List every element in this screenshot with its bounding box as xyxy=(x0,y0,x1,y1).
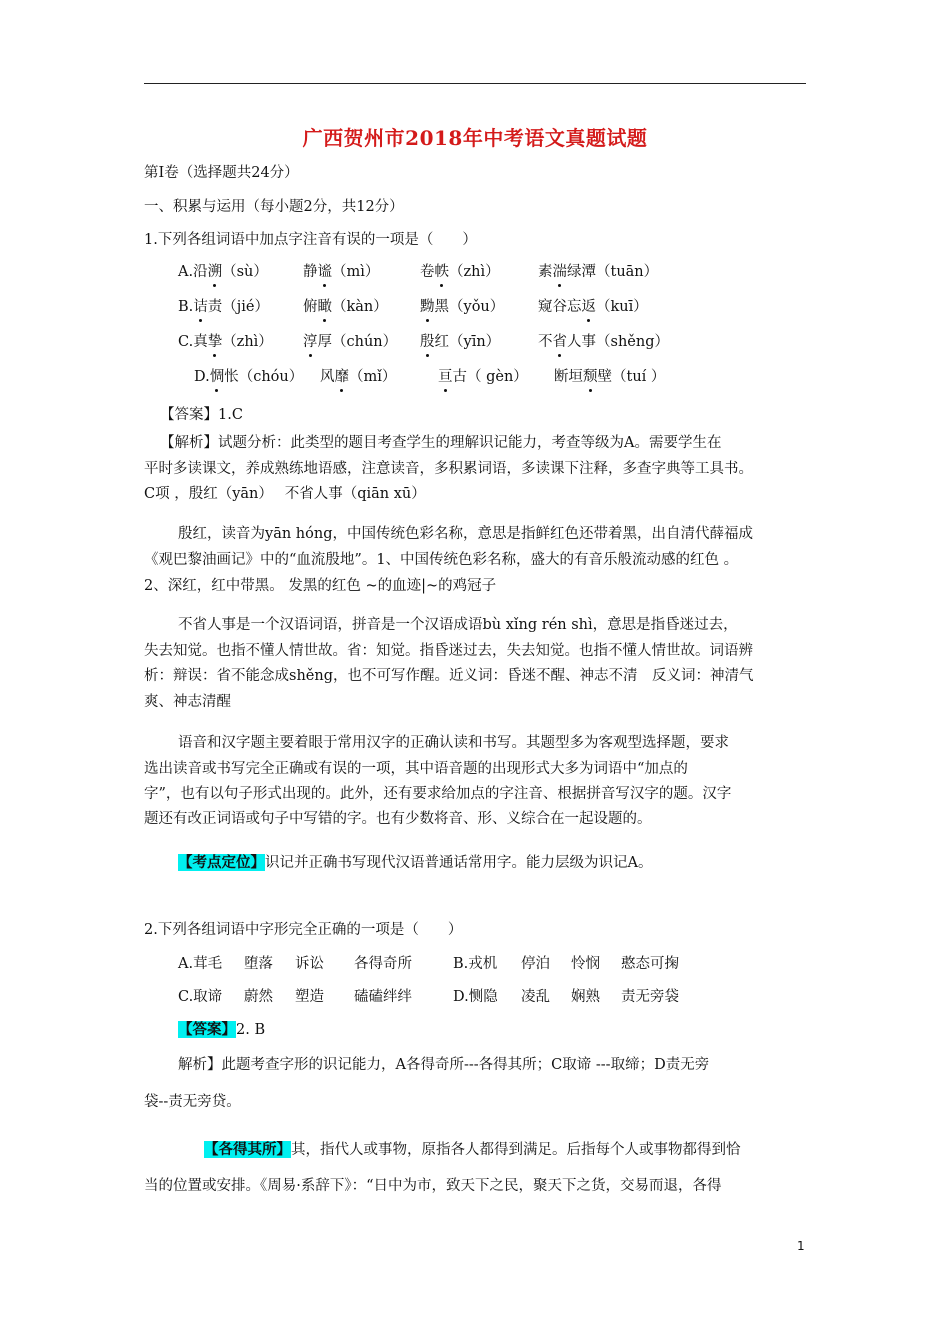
kaodian-text: 识记并正确书写现代汉语普通话常用字。能力层级为识记A。 xyxy=(265,855,653,871)
geide-line-2: 当的位置或安排。《周易·系辞下》：“日中为市，致天下之民，聚天下之货，交易而退，各得 xyxy=(144,1178,722,1194)
header-rule xyxy=(144,83,806,84)
q1-para2-line-2: 失去知觉。也指不懂人情世故。省：知觉。指昏迷过去，失去知觉。也指不懂人情世故。词语辨 xyxy=(144,643,753,659)
q1-analysis-line-1: 【解析】试题分析：此类型的题目考查学生的理解识记能力，考查等级为A。需要学生在 xyxy=(160,435,722,451)
q1-para3-line-1: 语音和汉字题主要着眼于常用汉字的正确认读和书写。其题型多为客观型选择题，要求 xyxy=(178,735,729,751)
kaodian-tag: 【考点定位】 xyxy=(178,854,265,871)
page-number: 1 xyxy=(797,1239,805,1253)
q2-answer-tag: 【答案】 xyxy=(178,1021,236,1038)
q2-answer xyxy=(178,1020,265,1040)
q2-analysis-line-1: 解析】此题考查字形的识记能力，A各得奇所---各得其所；C取谛 ---取缔；D责无旁 xyxy=(178,1057,710,1073)
q1-answer: 【答案】1.C xyxy=(160,407,243,423)
q1-para2-line-3: 析：辩误：省不能念成shěng，也不可写作醒。近义词：昏迷不醒、神志不清 反义词：神清气 xyxy=(144,668,754,684)
q2-answer-text: 2. B xyxy=(236,1022,266,1038)
page-title: 广西贺州市2018年中考语文真题试题 xyxy=(302,126,648,150)
q1-para1-line-1: 殷红，读音为yān hóng，中国传统色彩名称，意思是指鲜红色还带着黑，出自清代薛福成 xyxy=(178,526,753,542)
q1-para3-line-4: 题还有改正词语或句子中写错的字。也有少数将音、形、义综合在一起设题的。 xyxy=(144,811,652,827)
geide-line-1 xyxy=(204,1140,741,1160)
q1-para1-line-3: 2、深红，红中带黑。 发黑的红色 ~的血迹|~的鸡冠子 xyxy=(144,578,497,594)
q2-stem: 2.下列各组词语中字形完全正确的一项是（ ） xyxy=(144,922,463,938)
q2-analysis-line-2: 袋--责无旁贷。 xyxy=(144,1094,241,1110)
geide-tag: 【各得其所】 xyxy=(204,1141,291,1158)
kaodian-line xyxy=(178,853,652,873)
q1-para2-line-1: 不省人事是一个汉语词语，拼音是一个汉语成语bù xǐng rén shì，意思是指昏迷过去， xyxy=(178,617,738,633)
section-part: 一、积累与运用（每小题2分，共12分） xyxy=(144,199,404,215)
geide-text: 其，指代人或事物，原指各人都得到满足。后指每个人或事物都得到恰 xyxy=(291,1142,741,1158)
q1-para3-line-2: 选出读音或书写完全正确或有误的一项，其中语音题的出现形式大多为词语中“加点的 xyxy=(144,761,688,777)
q1-analysis-line-3: C项 ，殷红（yān） 不省人事（qiān xū） xyxy=(144,486,426,502)
q1-para3-line-3: 字”，也有以句子形式出现的。此外，还有要求给加点的字注音、根据拼音写汉字的题。汉字 xyxy=(144,786,732,802)
q1-analysis-line-2: 平时多读课文，养成熟练地语感，注意读音，多积累词语，多读课下注释，多查字典等工具书。 xyxy=(144,461,753,477)
q1-para2-line-4: 爽、神志清醒 xyxy=(144,694,231,710)
q1-stem: 1.下列各组词语中加点字注音有误的一项是（ ） xyxy=(144,232,477,248)
q1-para1-line-2: 《观巴黎油画记》中的“血流殷地”。1、中国传统色彩名称，盛大的有音乐般流动感的红色 。 xyxy=(144,552,739,568)
section-volume: 第Ⅰ卷（选择题共24分） xyxy=(144,165,299,181)
